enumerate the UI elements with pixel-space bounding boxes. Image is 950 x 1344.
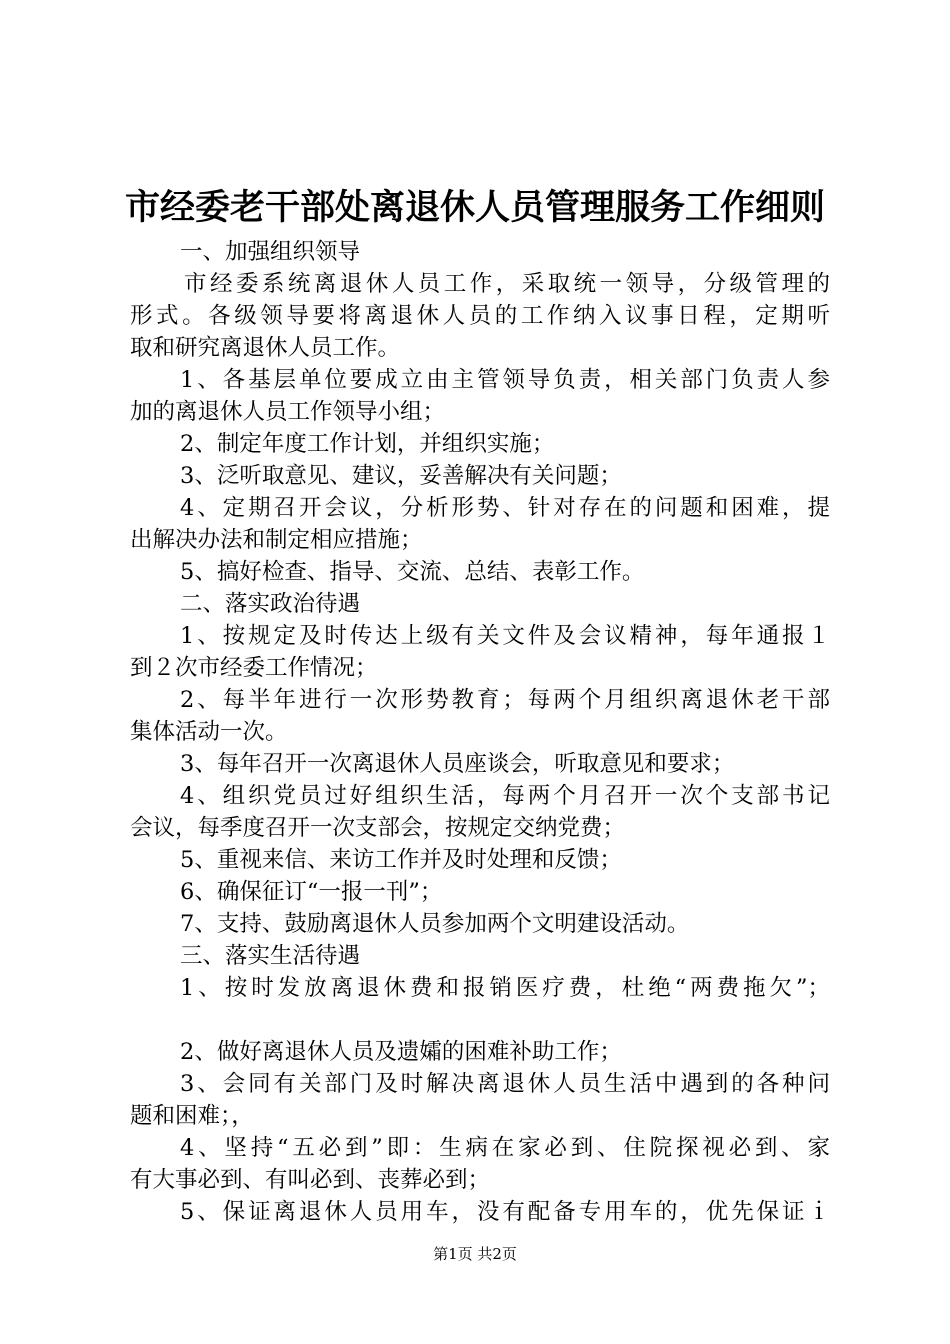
list-item-line: 会议，每季度召开一次支部会，按规定交纳党费； bbox=[130, 815, 626, 841]
document-title: 市经委老干部处离退休人员管理服务工作细则 bbox=[124, 187, 825, 228]
list-item-line: 6、确保征订“一报一刊”； bbox=[180, 879, 443, 905]
list-item-line: 7、支持、鼓励离退休人员参加两个文明建设活动。 bbox=[180, 911, 690, 937]
list-item-line: 3、每年召开一次离退休人员座谈会，听取意见和要求； bbox=[180, 751, 735, 777]
list-item-line: 4、组织党员过好组织生活，每两个月召开一次个支部书记 bbox=[180, 783, 830, 809]
list-item-line: 3、泛听取意见、建议，妥善解决有关问题； bbox=[180, 463, 622, 489]
list-item-line: 2、制定年度工作计划，并组织实施； bbox=[180, 431, 555, 457]
list-item-line: 有大事必到、有叫必到、丧葬必到； bbox=[130, 1167, 491, 1193]
blank-line bbox=[130, 1004, 830, 1036]
list-item-line: 加的离退休人员工作领导小组； bbox=[130, 399, 446, 425]
list-item-line: 4、定期召开会议，分析形势、针对存在的问题和困难，提 bbox=[180, 495, 830, 521]
list-item-line: 到２次市经委工作情况； bbox=[130, 655, 378, 681]
document-body bbox=[130, 236, 830, 1228]
list-item-line: 1、按时发放离退休费和报销医疗费，杜绝“两费拖欠”； bbox=[180, 975, 830, 1001]
paragraph-line: 取和研究离退休人员工作。 bbox=[130, 335, 401, 361]
list-item-line: 题和困难；， bbox=[130, 1103, 254, 1129]
list-item-line: 1、各基层单位要成立由主管领导负责，相关部门负责人参 bbox=[180, 367, 830, 393]
list-item-line: 4、坚持“五必到”即：生病在家必到、住院探视必到、家 bbox=[180, 1135, 830, 1161]
section-heading-2: 二、落实政治待遇 bbox=[180, 591, 361, 617]
list-item-line: 1、按规定及时传达上级有关文件及会议精神，每年通报１ bbox=[180, 623, 830, 649]
list-item-line: 2、做好离退休人员及遗孀的困难补助工作； bbox=[180, 1039, 622, 1065]
section-heading-3: 三、落实生活待遇 bbox=[180, 943, 361, 969]
list-item-line: 2、每半年进行一次形势教育；每两个月组织离退休老干部 bbox=[180, 687, 830, 713]
list-item-line: 5、重视来信、来访工作并及时处理和反馈； bbox=[180, 847, 622, 873]
list-item-line: 5、搞好检查、指导、交流、总结、表彰工作。 bbox=[180, 559, 645, 585]
list-item-line: 集体活动一次。 bbox=[130, 719, 288, 745]
paragraph-line: 形式。各级领导要将离退休人员的工作纳入议事日程，定期听 bbox=[130, 303, 830, 329]
list-item-line: 3、会同有关部门及时解决离退休人员生活中遇到的各种问 bbox=[180, 1071, 830, 1097]
section-heading-1: 一、加强组织领导 bbox=[180, 239, 361, 265]
list-item-line: 出解决办法和制定相应措施； bbox=[130, 527, 423, 553]
page-footer: 第1页 共2页 bbox=[433, 1245, 517, 1263]
paragraph-line: 市经委系统离退休人员工作，采取统一领导，分级管理的 bbox=[184, 271, 830, 297]
list-item-line: 5、保证离退休人员用车，没有配备专用车的，优先保证ｉ bbox=[180, 1199, 830, 1225]
